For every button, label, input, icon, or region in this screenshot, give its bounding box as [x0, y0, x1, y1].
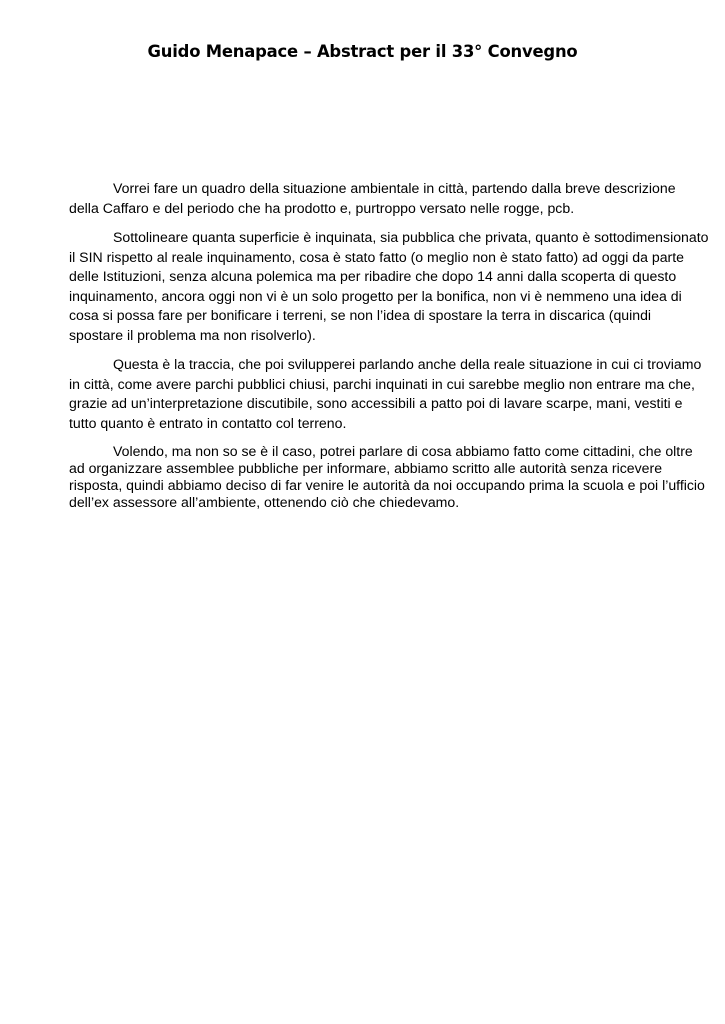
- document-body: [69, 179, 709, 521]
- paragraph-3: Questa è la traccia, che poi svilupperei parlando anche della reale situazione in cui ci troviamo in città, come avere parchi pubblici chiusi, parchi inquinati in cui sarebbe meglio non entrare ma che, grazie ad un’interpretazione discutibile, sono accessibili a patto poi di lavare scarpe, mani, vestiti e tutto quanto è entrato in contatto col terreno.: [69, 356, 702, 431]
- paragraph-2: Sottolineare quanta superficie è inquinata, sia pubblica che privata, quanto è sottodimensionato il SIN rispetto al reale inquinamento, cosa è stato fatto (o meglio non è stato fatto) ad oggi da parte delle Istituzioni, senza alcuna polemica ma per ribadire che dopo 14 anni dalla scoperta di questo inquinamento, ancora oggi non vi è un solo progetto per la bonifica, non vi è nemmeno una idea di cosa si possa fare per bonificare i terreni, se non l’idea di spostare la terra in discarica (quindi spostare il problema ma non risolverlo).: [69, 229, 709, 343]
- paragraph-1: Vorrei fare un quadro della situazione ambientale in città, partendo dalla breve descrizione della Caffaro e del periodo che ha prodotto e, purtroppo versato nelle rogge, pcb.: [69, 180, 676, 216]
- document-title: Guido Menapace – Abstract per il 33° Convegno: [147, 42, 578, 61]
- paragraph-4: Volendo, ma non so se è il caso, potrei parlare di cosa abbiamo fatto come cittadini, che oltre ad organizzare assemblee pubbliche per informare, abbiamo scritto alle autorità senza ricevere risposta, quindi abbiamo deciso di far venire le autorità da noi occupando prima la scuola e poi l’ufficio dell’ex assessore all’ambiente, ottenendo ciò che chiedevamo.: [69, 443, 705, 510]
